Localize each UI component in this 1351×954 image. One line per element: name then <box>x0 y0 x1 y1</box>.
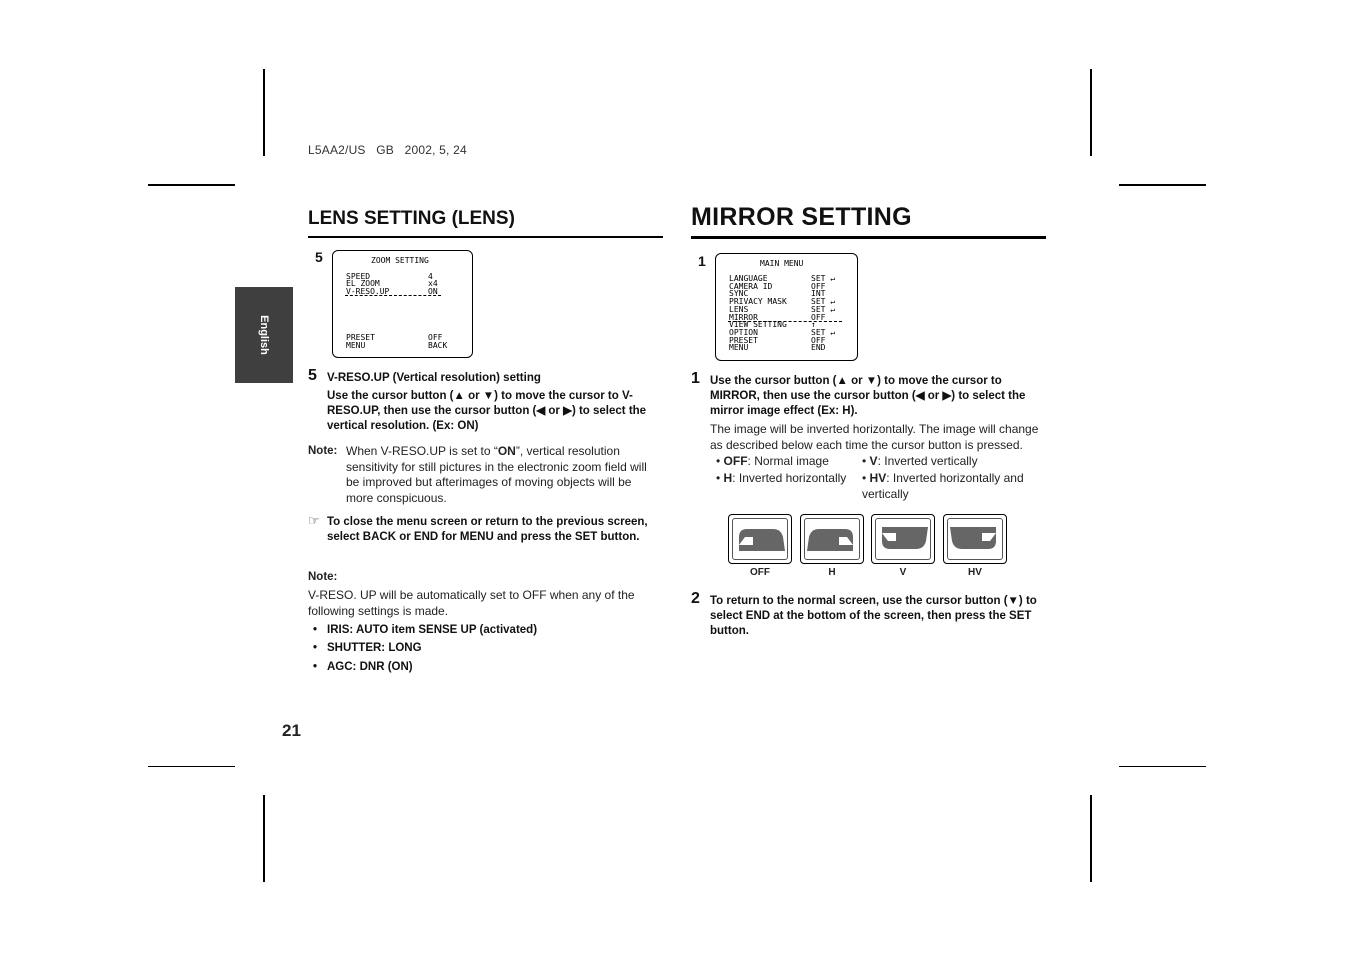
crop-mark <box>1119 766 1206 767</box>
screen-step-number: 1 <box>698 253 706 269</box>
mirror-h-illustration <box>800 514 864 564</box>
option-bullet: • HV: Inverted horizontally and vertically <box>862 471 1024 501</box>
screen-row-value: ↑ <box>811 320 816 329</box>
screen-row-key: PRESET <box>346 333 375 342</box>
screen-row-value: x4 <box>428 279 438 288</box>
step-title: V-RESO.UP (Vertical resolution) setting <box>327 372 541 384</box>
screen-row-value: BACK <box>428 341 448 350</box>
screen-row-value: SET ↵ <box>811 305 836 314</box>
crop-mark <box>1090 69 1092 156</box>
screen-row-value: OFF <box>428 333 443 342</box>
mirror-v-illustration <box>871 514 935 564</box>
mirror-label: H <box>828 567 836 578</box>
screen-row-key: LENS <box>729 305 749 314</box>
screen-row-value: SET ↵ <box>811 297 836 306</box>
note-label: Note: <box>308 571 338 583</box>
bullet-dot: • <box>313 642 318 654</box>
screen-row-value: INT <box>811 289 826 298</box>
option-bullet: • V: Inverted vertically <box>862 454 978 468</box>
document-code: L5AA2/US GB 2002, 5, 24 <box>308 143 467 157</box>
screen-row-value: OFF <box>811 282 826 291</box>
crop-mark <box>148 766 235 767</box>
van-icon <box>801 515 863 563</box>
screen-row-key: MENU <box>729 343 749 352</box>
hint-text: To close the menu screen or return to the previous screen, select BACK or END for MENU and press the SET button. <box>327 516 648 543</box>
screen-row-value: OFF <box>811 336 826 345</box>
screen-row-key: VIEW SETTING <box>729 320 787 329</box>
screen-step-number: 5 <box>315 249 323 265</box>
screen-row-value: END <box>811 343 826 352</box>
mirror-label: V <box>899 567 907 578</box>
bullet-item: SHUTTER: LONG <box>327 642 422 654</box>
language-tab <box>235 287 293 383</box>
screen-row-value: SET ↵ <box>811 274 836 283</box>
crop-mark <box>148 184 235 186</box>
crop-mark <box>1090 795 1092 882</box>
bullet-dot: • <box>313 661 318 673</box>
screen-row-key: MIRROR <box>729 313 758 322</box>
screen-row-key: EL ZOOM <box>346 279 380 288</box>
screen-row-key: MENU <box>346 341 366 350</box>
note-label: Note: <box>308 445 338 457</box>
screen-row-value: ON <box>428 287 438 296</box>
van-icon <box>872 515 934 563</box>
step-instruction: Use the cursor button (▲ or ▼) to move the cursor to MIRROR, then use the cursor button (◀ or ▶) to select the mirror image effect (Ex: H). <box>710 375 1026 417</box>
bullet-item: AGC: DNR (ON) <box>327 661 413 673</box>
step-description: The image will be inverted horizontally. The image will change as described below each time the cursor button is pressed. <box>710 422 1039 452</box>
mirror-off-illustration <box>728 514 792 564</box>
crop-mark <box>263 795 265 882</box>
step-instruction: To return to the normal screen, use the cursor button (▼) to select END at the bottom of the screen, then press the SET button. <box>710 595 1037 637</box>
option-bullet: • OFF: Normal image <box>716 454 829 468</box>
bullet-dot: • <box>313 624 318 636</box>
van-icon <box>729 515 791 563</box>
bullet-item: IRIS: AUTO item SENSE UP (activated) <box>327 624 538 636</box>
step-number: 5 <box>308 367 317 384</box>
screen-title: ZOOM SETTING <box>371 256 429 265</box>
mirror-hv-illustration <box>943 514 1007 564</box>
screen-row-key: PRIVACY MASK <box>729 297 787 306</box>
van-icon <box>944 515 1006 563</box>
step-number: 1 <box>691 370 700 387</box>
title-rule <box>691 236 1046 239</box>
screen-row-value: OFF <box>811 313 826 322</box>
screen-row-key: CAMERA ID <box>729 282 773 291</box>
screen-row-value: 4 <box>428 272 433 281</box>
screen-row-key: SYNC <box>729 289 749 298</box>
pointing-hand-icon: ☞ <box>308 513 320 528</box>
step-number: 2 <box>691 590 700 607</box>
title-rule <box>308 236 663 238</box>
screen-row-key: PRESET <box>729 336 758 345</box>
note-text: When V-RESO.UP is set to “ON”, vertical resolution sensitivity for still pictures in the electronic zoom field will be improved but afterimages of moving objects will be more conspicuous. <box>346 444 647 505</box>
cursor-dashes <box>345 295 441 296</box>
crop-mark <box>1119 184 1206 186</box>
mirror-label: OFF <box>750 567 770 578</box>
mirror-label: HV <box>968 567 982 578</box>
page-number: 21 <box>282 721 301 740</box>
step-instruction: Use the cursor button (▲ or ▼) to move the cursor to V-RESO.UP, then use the cursor button (◀ or ▶) to select the vertical resolution. (Ex: ON) <box>327 390 647 432</box>
note-text: V-RESO. UP will be automatically set to OFF when any of the following settings is made. <box>308 588 635 618</box>
crop-mark <box>263 69 265 156</box>
option-bullet: • H: Inverted horizontally <box>716 471 847 485</box>
screen-row-key: LANGUAGE <box>729 274 768 283</box>
screen-title: MAIN MENU <box>760 259 804 268</box>
screen-row-key: OPTION <box>729 328 758 337</box>
language-tab-label: English <box>258 315 270 355</box>
zoom-setting-screen <box>332 250 473 358</box>
section-title-mirror: MIRROR SETTING <box>691 203 912 231</box>
screen-row-value: SET ↵ <box>811 328 836 337</box>
section-title-lens: LENS SETTING (LENS) <box>308 208 515 229</box>
screen-row-key: SPEED <box>346 272 371 281</box>
main-menu-screen <box>715 253 858 361</box>
screen-row-key: V-RESO.UP <box>346 287 390 296</box>
